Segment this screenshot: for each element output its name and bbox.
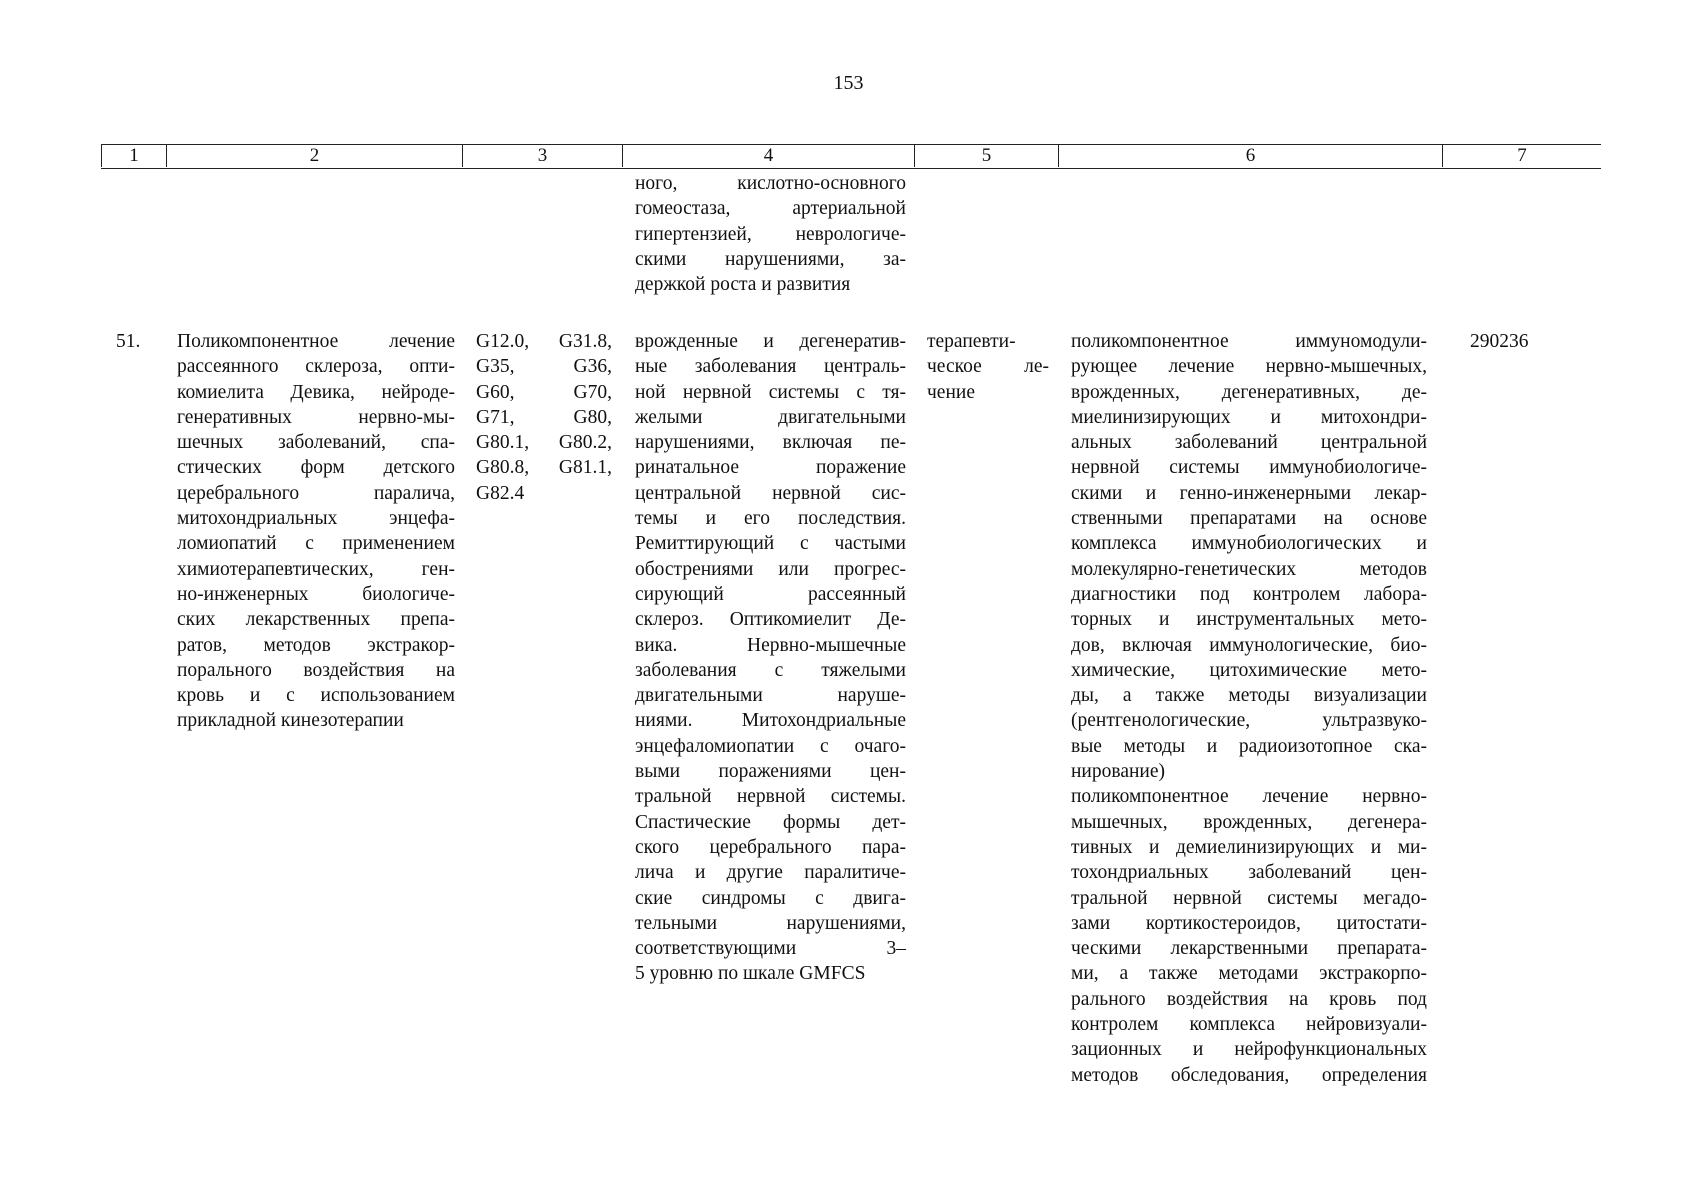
text-line: ские синдромы с двига- xyxy=(635,887,906,909)
text-line: Ремиттирующий с частыми xyxy=(635,533,906,555)
text-line: тельными нарушениями, xyxy=(635,912,906,934)
icd-code-line: G82.4 xyxy=(476,482,525,504)
text-line: ми, а также методами экстракорпо- xyxy=(1071,963,1427,985)
service-name-column xyxy=(177,329,455,734)
text-line: торных и инструментальных мето- xyxy=(1071,609,1427,631)
text-line: энцефаломиопатии с очаго- xyxy=(635,735,906,757)
cost-value: 290236 xyxy=(1470,331,1529,352)
text-line: нирование) xyxy=(1071,761,1165,783)
icd-code-line: G80.1, G80.2, xyxy=(476,432,612,454)
text-line: диагностики под контролем лабора- xyxy=(1071,583,1427,605)
text-line: порального воздействия на xyxy=(177,659,455,681)
disease-model-column xyxy=(635,329,906,987)
text-line: кровь и с использованием xyxy=(177,685,455,707)
icd-code-line: G71, G80, xyxy=(476,406,612,428)
text-line: нервной системы иммунобиологиче- xyxy=(1071,457,1427,479)
text-line: контролем комплекса нейровизуали- xyxy=(1071,1014,1427,1036)
table-header xyxy=(101,144,1601,169)
cost-column xyxy=(1470,329,1570,354)
text-line: врожденных, дегенеративных, де- xyxy=(1071,381,1427,403)
icd-code-line: G60, G70, xyxy=(476,381,612,403)
text-line: тральной нервной системы мегадо- xyxy=(1071,887,1427,909)
text-line: митохондриальных энцефа- xyxy=(177,508,455,530)
text-line: Поликомпонентное лечение xyxy=(177,331,455,352)
text-line: Спастические формы дет- xyxy=(635,811,906,833)
header-cell-2: 2 xyxy=(166,145,462,167)
text-line: альных заболеваний центральной xyxy=(1071,432,1427,454)
text-line: выми поражениями цен- xyxy=(635,761,906,783)
text-line: молекулярно-генетических методов xyxy=(1071,558,1427,580)
text-line: вые методы и радиоизотопное ска- xyxy=(1071,735,1427,757)
text-line: поликомпонентное лечение нервно- xyxy=(1071,786,1427,808)
header-cell-6: 6 xyxy=(1058,145,1442,167)
text-line: поликомпонентное иммуномодули- xyxy=(1071,331,1427,352)
text-line: но-инженерных биологиче- xyxy=(177,583,455,605)
icd-code-line: G12.0, G31.8, xyxy=(476,331,612,352)
text-line: ного, кислотно-основного xyxy=(635,173,906,194)
text-line: химические, цитохимические мето- xyxy=(1071,659,1427,681)
header-cell-1: 1 xyxy=(101,145,166,167)
treatment-type-column xyxy=(927,329,1049,405)
text-line: терапевти- xyxy=(927,331,1016,352)
text-line: лича и другие паралитиче- xyxy=(635,862,906,884)
icd-codes-column xyxy=(476,329,612,506)
text-line: ные заболевания централь- xyxy=(635,356,906,378)
text-line: нарушениями, включая пе- xyxy=(635,432,906,454)
treatment-method-column xyxy=(1071,329,1427,1088)
text-line: ческими лекарственными препарата- xyxy=(1071,938,1427,960)
text-line: ских лекарственных препа- xyxy=(177,609,455,631)
text-line: рассеянного склероза, опти- xyxy=(177,356,455,378)
text-line: заболевания с тяжелыми xyxy=(635,659,906,681)
text-line: рующее лечение нервно-мышечных, xyxy=(1071,356,1427,378)
text-line: сирующий рассеянный xyxy=(635,583,906,605)
text-line: скими нарушениями, за- xyxy=(635,248,906,270)
text-line: зами кортикостероидов, цитостати- xyxy=(1071,912,1427,934)
text-line: держкой роста и развития xyxy=(635,274,851,296)
text-line: миелинизирующих и митохондри- xyxy=(1071,406,1427,428)
header-cell-3: 3 xyxy=(462,145,622,167)
continuation-col4 xyxy=(635,171,906,297)
page-number: 153 xyxy=(833,72,864,94)
text-line: комплекса иммунобиологических и xyxy=(1071,533,1427,555)
text-line: гомеостаза, артериальной xyxy=(635,198,906,220)
text-line: ринатальное поражение xyxy=(635,457,906,479)
text-line: ной нервной системы с тя- xyxy=(635,381,906,403)
text-line: желыми двигательными xyxy=(635,406,906,428)
text-line: ческое ле- xyxy=(927,356,1049,378)
text-line: ниями. Митохондриальные xyxy=(635,710,906,732)
text-line: дов, включая иммунологические, био- xyxy=(1071,634,1427,656)
text-line: скими и генно-инженерными лекар- xyxy=(1071,482,1427,504)
text-line: стических форм детского xyxy=(177,457,455,479)
text-line: тральной нервной системы. xyxy=(635,786,906,808)
text-line: мышечных, врожденных, дегенера- xyxy=(1071,811,1427,833)
text-line: ского церебрального пара- xyxy=(635,836,906,858)
text-line: ды, а также методы визуализации xyxy=(1071,685,1427,707)
text-line: церебрального паралича, xyxy=(177,482,455,504)
text-line: (рентгенологические, ультразвуко- xyxy=(1071,710,1427,732)
text-line: двигательными наруше- xyxy=(635,685,906,707)
text-line: врожденные и дегенератив- xyxy=(635,331,906,352)
text-line: методов обследования, определения xyxy=(1071,1064,1427,1086)
text-line: склероз. Оптикомиелит Де- xyxy=(635,609,906,631)
header-cell-5: 5 xyxy=(914,145,1058,167)
text-line: вика. Нервно-мышечные xyxy=(635,634,906,656)
icd-code-line: G35, G36, xyxy=(476,356,612,378)
text-line: центральной нервной сис- xyxy=(635,482,906,504)
text-line: гипертензией, неврологиче- xyxy=(635,223,906,245)
header-cell-4: 4 xyxy=(622,145,914,167)
text-line: комиелита Девика, нейроде- xyxy=(177,381,455,403)
text-line: ломиопатий с применением xyxy=(177,533,455,555)
text-line: тохондриальных заболеваний цен- xyxy=(1071,862,1427,884)
text-line: обострениями или прогрес- xyxy=(635,558,906,580)
text-line: зационных и нейрофункциональных xyxy=(1071,1039,1427,1061)
text-line: прикладной кинезотерапии xyxy=(177,710,404,732)
text-line: чение xyxy=(927,381,975,403)
row-number: 51. xyxy=(116,331,141,352)
text-line: соответствующими 3– xyxy=(635,938,906,960)
text-line: рального воздействия на кровь под xyxy=(1071,988,1427,1010)
text-line: ратов, методов экстракор- xyxy=(177,634,455,656)
text-line: 5 уровню по шкале GMFCS xyxy=(635,963,866,985)
text-line: генеративных нервно-мы- xyxy=(177,406,455,428)
icd-code-line: G80.8, G81.1, xyxy=(476,457,612,479)
text-line: шечных заболеваний, спа- xyxy=(177,432,455,454)
text-line: тивных и демиелинизирующих и ми- xyxy=(1071,836,1427,858)
text-line: химиотерапевтических, ген- xyxy=(177,558,455,580)
text-line: темы и его последствия. xyxy=(635,508,906,530)
text-line: ственными препаратами на основе xyxy=(1071,508,1427,530)
header-cell-7: 7 xyxy=(1442,145,1601,167)
